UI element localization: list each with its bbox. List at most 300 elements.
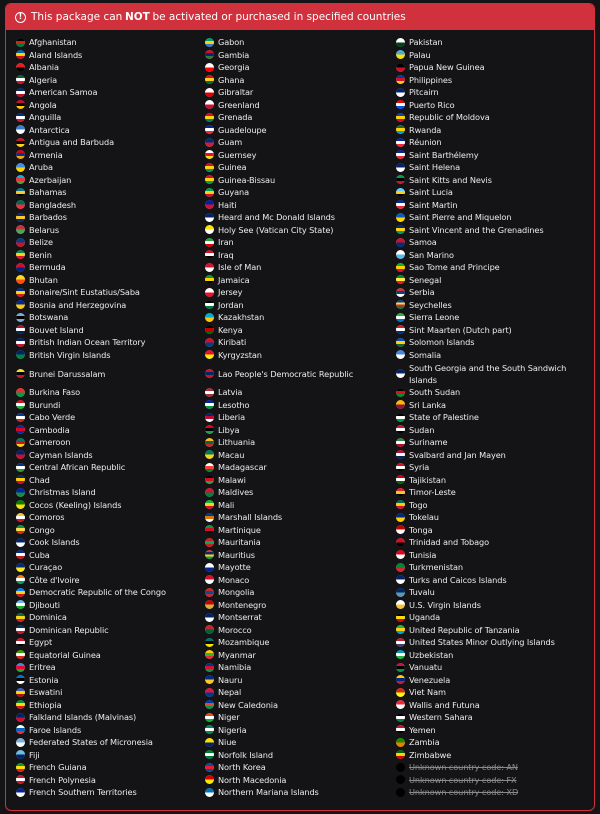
country-flag-icon	[16, 225, 25, 234]
country-list-item	[396, 486, 584, 499]
country-flag-icon	[205, 738, 214, 747]
country-name: Greenland	[218, 99, 260, 110]
country-list-item	[396, 449, 584, 462]
country-flag-icon	[16, 425, 25, 434]
country-flag-icon	[16, 263, 25, 272]
country-list-item	[205, 136, 353, 149]
country-list-item	[396, 436, 584, 449]
country-flag-icon	[16, 388, 25, 397]
country-name: State of Palestine	[409, 412, 479, 423]
country-name: Fiji	[29, 749, 40, 760]
country-flag-icon	[396, 425, 405, 434]
country-column	[205, 36, 353, 799]
country-list-item	[205, 111, 353, 124]
country-flag-icon	[205, 388, 214, 397]
country-flag-icon	[16, 88, 25, 97]
country-name: Sudan	[409, 424, 435, 435]
country-flag-icon	[205, 775, 214, 784]
country-flag-icon	[205, 400, 214, 409]
country-list-item	[205, 761, 353, 774]
country-flag-icon	[16, 138, 25, 147]
country-flag-icon	[396, 400, 405, 409]
country-name: Libya	[218, 424, 240, 435]
country-name: Western Sahara	[409, 712, 473, 723]
country-flag-icon	[396, 613, 405, 622]
country-flag-icon	[16, 750, 25, 759]
country-flag-icon	[205, 263, 214, 272]
country-flag-icon	[16, 438, 25, 447]
country-list-item	[16, 236, 166, 249]
country-list-item	[396, 524, 584, 537]
country-name: Timor-Leste	[409, 487, 456, 498]
country-flag-icon	[205, 650, 214, 659]
country-name: Republic of Moldova	[409, 112, 490, 123]
country-name: U.S. Virgin Islands	[409, 599, 481, 610]
country-name: Bahamas	[29, 187, 67, 198]
country-flag-icon	[16, 625, 25, 634]
country-flag-icon	[16, 100, 25, 109]
country-list-item	[16, 124, 166, 137]
country-flag-icon	[396, 369, 405, 378]
country-list-item	[16, 49, 166, 62]
country-name: Bonaire/Sint Eustatius/Saba	[29, 287, 140, 298]
country-name: Equatorial Guinea	[29, 649, 101, 660]
country-name: Saint Barthélemy	[409, 149, 479, 160]
country-list-item	[16, 536, 166, 549]
country-flag-icon	[16, 488, 25, 497]
country-name: Syria	[409, 462, 430, 473]
country-flag-icon	[16, 50, 25, 59]
country-name: Guinea-Bissau	[218, 174, 276, 185]
country-list-item	[16, 761, 166, 774]
country-name: Mozambique	[218, 637, 270, 648]
country-list-item	[16, 686, 166, 699]
country-column	[396, 36, 584, 799]
country-list-item	[205, 711, 353, 724]
country-flag-icon	[205, 50, 214, 59]
country-list-item	[16, 61, 166, 74]
country-flag-icon	[396, 488, 405, 497]
country-name: Tokelau	[409, 512, 439, 523]
country-list-item	[205, 749, 353, 762]
country-list-item	[205, 649, 353, 662]
country-name: Viet Nam	[409, 687, 446, 698]
country-list-item	[16, 611, 166, 624]
country-list-item	[16, 186, 166, 199]
country-name: Georgia	[218, 62, 250, 73]
country-list-item	[16, 624, 166, 637]
country-flag-icon	[205, 100, 214, 109]
country-list-item	[396, 349, 584, 362]
country-list-item	[396, 711, 584, 724]
country-name: Mauritius	[218, 549, 255, 560]
country-list-item	[396, 599, 584, 612]
country-name: Togo	[409, 499, 428, 510]
country-flag-icon	[16, 525, 25, 534]
country-name: Gibraltar	[218, 87, 254, 98]
country-name: Philippines	[409, 74, 453, 85]
country-flag-icon	[396, 525, 405, 534]
country-list-item	[205, 661, 353, 674]
country-flag-icon	[205, 588, 214, 597]
country-name: Trinidad and Tobago	[409, 537, 490, 548]
country-name: Cabo Verde	[29, 412, 76, 423]
country-flag-icon	[205, 200, 214, 209]
country-flag-icon	[205, 450, 214, 459]
country-name: Azerbaijan	[29, 174, 72, 185]
country-list-item	[16, 399, 166, 412]
country-list-item	[205, 786, 353, 799]
country-flag-icon	[205, 150, 214, 159]
country-list-item	[205, 399, 353, 412]
country-name: Tajikistan	[409, 474, 446, 485]
country-flag-icon	[396, 475, 405, 484]
country-list-item	[16, 261, 166, 274]
country-flag-icon	[205, 525, 214, 534]
country-list-item	[396, 411, 584, 424]
country-flag-icon	[16, 250, 25, 259]
country-flag-icon	[205, 538, 214, 547]
country-name: Barbados	[29, 212, 67, 223]
country-flag-icon	[16, 113, 25, 122]
country-flag-icon	[205, 563, 214, 572]
country-list-item	[205, 536, 353, 549]
country-flag-icon	[396, 763, 405, 772]
country-flag-icon	[16, 650, 25, 659]
country-name: Algeria	[29, 74, 58, 85]
country-name: Guam	[218, 137, 243, 148]
country-flag-icon	[205, 163, 214, 172]
country-flag-icon	[205, 63, 214, 72]
country-flag-icon	[396, 263, 405, 272]
exclamation-circle-icon: !	[15, 12, 26, 23]
country-flag-icon	[205, 475, 214, 484]
country-name: Central African Republic	[29, 462, 126, 473]
country-name: Myanmar	[218, 649, 256, 660]
country-flag-icon	[396, 338, 405, 347]
country-list-item	[16, 499, 166, 512]
country-list-item	[16, 586, 166, 599]
country-flag-icon	[396, 600, 405, 609]
country-list-item	[205, 624, 353, 637]
country-list-item	[205, 124, 353, 137]
country-name: Cayman Islands	[29, 449, 93, 460]
country-flag-icon	[205, 688, 214, 697]
country-list-item	[16, 161, 166, 174]
country-list-item	[16, 649, 166, 662]
country-name: Saint Martin	[409, 199, 458, 210]
country-flag-icon	[396, 225, 405, 234]
country-flag-icon	[396, 563, 405, 572]
country-list-item	[16, 474, 166, 487]
country-list-item	[205, 274, 353, 287]
country-list-item	[205, 774, 353, 787]
country-list-item	[396, 199, 584, 212]
country-list-item	[16, 224, 166, 237]
country-flag-icon	[205, 300, 214, 309]
country-list-item	[16, 774, 166, 787]
country-name: Mongolia	[218, 587, 255, 598]
country-list-item	[396, 124, 584, 137]
country-flag-icon	[16, 613, 25, 622]
country-flag-icon	[396, 438, 405, 447]
country-list-item	[205, 436, 353, 449]
country-list-item	[396, 261, 584, 274]
country-flag-icon	[205, 338, 214, 347]
country-name: Pitcairn	[409, 87, 439, 98]
country-flag-icon	[205, 88, 214, 97]
country-name: Unknown country code: AN	[409, 762, 518, 773]
country-name: Turks and Caicos Islands	[409, 574, 507, 585]
country-name: Bangladesh	[29, 199, 77, 210]
country-name: Turkmenistan	[409, 562, 464, 573]
country-list-item	[396, 286, 584, 299]
banner-text-after: be activated or purchased in specified countries	[152, 11, 406, 23]
country-flag-icon	[396, 750, 405, 759]
country-list-item	[396, 211, 584, 224]
country-list-item	[205, 411, 353, 424]
country-list-item	[16, 574, 166, 587]
country-flag-icon	[396, 675, 405, 684]
country-flag-icon	[16, 175, 25, 184]
country-name: Congo	[29, 524, 55, 535]
country-list-item	[205, 599, 353, 612]
country-flag-icon	[16, 588, 25, 597]
country-list-item	[396, 324, 584, 337]
country-flag-icon	[16, 213, 25, 222]
country-list-item	[205, 511, 353, 524]
country-flag-icon	[205, 138, 214, 147]
country-list-item	[205, 499, 353, 512]
country-flag-icon	[396, 500, 405, 509]
country-name: Heard and Mc Donald Islands	[218, 212, 335, 223]
country-flag-icon	[396, 238, 405, 247]
country-flag-icon	[396, 175, 405, 184]
country-name: Aruba	[29, 162, 53, 173]
country-name: Kiribati	[218, 337, 247, 348]
country-name: Burkina Faso	[29, 387, 81, 398]
country-name: Montserrat	[218, 612, 262, 623]
country-flag-icon	[396, 113, 405, 122]
country-list-item	[16, 674, 166, 687]
country-name: Uzbekistan	[409, 649, 454, 660]
country-list-item	[205, 361, 353, 386]
country-list-item	[396, 461, 584, 474]
country-list-item	[205, 386, 353, 399]
country-name: Palau	[409, 49, 431, 60]
country-name: Saint Kitts and Nevis	[409, 174, 492, 185]
country-list-item	[396, 49, 584, 62]
country-list-item	[396, 361, 584, 386]
country-flag-icon	[396, 200, 405, 209]
country-list-item	[396, 674, 584, 687]
country-name: Holy See (Vatican City State)	[218, 224, 334, 235]
country-flag-icon	[16, 300, 25, 309]
country-flag-icon	[16, 713, 25, 722]
country-name: Somalia	[409, 349, 442, 360]
country-name: Maldives	[218, 487, 254, 498]
country-list-item	[16, 149, 166, 162]
country-flag-icon	[396, 638, 405, 647]
country-list-item	[16, 286, 166, 299]
country-flag-icon	[396, 663, 405, 672]
country-flag-icon	[16, 75, 25, 84]
country-name: Anguilla	[29, 112, 62, 123]
country-name: Samoa	[409, 237, 437, 248]
country-list-item	[16, 349, 166, 362]
country-list-item	[205, 249, 353, 262]
country-list-item	[396, 224, 584, 237]
country-list-item	[205, 186, 353, 199]
country-list-item	[205, 211, 353, 224]
country-flag-icon	[396, 588, 405, 597]
country-name: Afghanistan	[29, 37, 77, 48]
country-name: Antarctica	[29, 124, 70, 135]
country-list-item	[205, 286, 353, 299]
country-name: Falkland Islands (Malvinas)	[29, 712, 137, 723]
country-name: Yemen	[409, 724, 436, 735]
country-name: Isle of Man	[218, 262, 262, 273]
country-list-item	[205, 461, 353, 474]
country-list-item	[205, 349, 353, 362]
country-list-item	[205, 261, 353, 274]
country-list-item	[396, 749, 584, 762]
country-flag-icon	[16, 288, 25, 297]
country-flag-icon	[205, 600, 214, 609]
country-list-item	[16, 249, 166, 262]
country-name: Senegal	[409, 274, 442, 285]
country-list-item	[16, 336, 166, 349]
country-flag-icon	[205, 638, 214, 647]
country-flag-icon	[396, 88, 405, 97]
country-name: Sierra Leone	[409, 312, 460, 323]
country-flag-icon	[16, 325, 25, 334]
country-name: Angola	[29, 99, 57, 110]
country-list-item	[205, 474, 353, 487]
country-list-item	[16, 199, 166, 212]
country-name: Bouvet Island	[29, 324, 84, 335]
country-list-item	[396, 561, 584, 574]
country-flag-icon	[396, 550, 405, 559]
country-flag-icon	[205, 725, 214, 734]
country-list-item	[16, 461, 166, 474]
country-name: Norfolk Island	[218, 749, 273, 760]
country-list-item	[205, 336, 353, 349]
country-name: Wallis and Futuna	[409, 699, 480, 710]
country-flag-icon	[205, 788, 214, 797]
country-flag-icon	[396, 738, 405, 747]
country-list-item	[16, 749, 166, 762]
country-list-item	[205, 674, 353, 687]
country-list-item	[396, 724, 584, 737]
country-name: Comoros	[29, 512, 65, 523]
country-name: Rwanda	[409, 124, 442, 135]
country-flag-icon	[16, 200, 25, 209]
country-list-item	[205, 486, 353, 499]
country-list-item	[16, 549, 166, 562]
country-name: Faroe Islands	[29, 724, 82, 735]
country-name: Eswatini	[29, 687, 63, 698]
country-flag-icon	[396, 63, 405, 72]
country-list-item	[205, 161, 353, 174]
country-name: Iraq	[218, 249, 234, 260]
country-list-item	[205, 549, 353, 562]
country-name: Belarus	[29, 224, 60, 235]
country-flag-icon	[205, 350, 214, 359]
country-name: Mali	[218, 499, 235, 510]
country-name: South Georgia and the South Sandwich Islands	[409, 362, 567, 385]
country-flag-icon	[16, 369, 25, 378]
country-name: San Marino	[409, 249, 454, 260]
country-flag-icon	[396, 538, 405, 547]
country-name: Sri Lanka	[409, 399, 446, 410]
country-flag-icon	[396, 725, 405, 734]
country-list-item	[396, 611, 584, 624]
country-name: Seychelles	[409, 299, 452, 310]
country-flag-icon	[205, 413, 214, 422]
country-flag-icon	[396, 350, 405, 359]
country-name: Guinea	[218, 162, 247, 173]
country-name: Kenya	[218, 324, 243, 335]
country-name: Zambia	[409, 737, 440, 748]
country-flag-icon	[396, 313, 405, 322]
country-flag-icon	[205, 75, 214, 84]
country-name: Bosnia and Herzegovina	[29, 299, 127, 310]
country-name: Vanuatu	[409, 662, 443, 673]
country-name: Cuba	[29, 549, 50, 560]
country-list-item	[16, 361, 166, 386]
country-name: Christmas Island	[29, 487, 96, 498]
country-name: Nepal	[218, 687, 242, 698]
country-name: French Southern Territories	[29, 787, 137, 798]
country-list-item	[205, 611, 353, 624]
country-flag-icon	[396, 100, 405, 109]
country-list-item	[205, 686, 353, 699]
country-name: Suriname	[409, 437, 448, 448]
country-flag-icon	[16, 638, 25, 647]
country-flag-icon	[396, 688, 405, 697]
country-column	[16, 36, 166, 799]
country-flag-icon	[16, 538, 25, 547]
country-list-item	[205, 424, 353, 437]
country-flag-icon	[396, 513, 405, 522]
country-name: Bhutan	[29, 274, 58, 285]
country-list-item	[16, 436, 166, 449]
country-flag-icon	[205, 325, 214, 334]
country-flag-icon	[396, 388, 405, 397]
country-flag-icon	[205, 275, 214, 284]
country-name: Curaçao	[29, 562, 63, 573]
country-flag-icon	[16, 163, 25, 172]
country-list-item	[396, 274, 584, 287]
country-flag-icon	[205, 438, 214, 447]
country-list-item	[396, 249, 584, 262]
country-flag-icon	[205, 425, 214, 434]
country-list-item	[16, 486, 166, 499]
country-flag-icon	[16, 150, 25, 159]
country-list-item	[396, 174, 584, 187]
country-name: Antigua and Barbuda	[29, 137, 114, 148]
country-list-item	[396, 311, 584, 324]
country-list-item	[396, 574, 584, 587]
country-flag-icon	[16, 413, 25, 422]
country-flag-icon	[396, 300, 405, 309]
country-name: Gambia	[218, 49, 250, 60]
country-list-item	[16, 311, 166, 324]
country-list-item	[16, 724, 166, 737]
country-name: Réunion	[409, 137, 442, 148]
country-name: Ghana	[218, 74, 245, 85]
